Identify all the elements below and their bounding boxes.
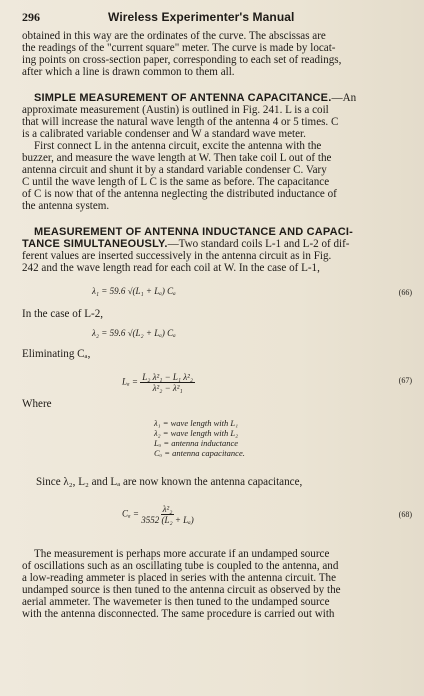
intro-paragraph (22, 30, 424, 78)
text-line: Where (22, 398, 52, 410)
definition-item: Cₐ = antenna capacitance. (154, 448, 245, 458)
page-body (22, 30, 424, 620)
equation-lhs: Cₐ = (122, 508, 139, 519)
equation-67 (22, 366, 424, 396)
text-line: of C is now that of the antenna neglecting the distributed inductance of (22, 188, 337, 200)
equation-l2 (22, 324, 424, 346)
text-line: Since λ₂, L₂ and Lₐ are now known the antenna capacitance, (36, 476, 303, 488)
definition-list (154, 418, 424, 458)
text-line: buzzer, and measure the wave length at W. Then take coil L out of the (22, 152, 332, 164)
text-line: antenna circuit and shunt it by a standard variable condenser C. Vary (22, 164, 327, 176)
fraction-numerator: λ²₂ (162, 504, 173, 514)
text-line: ferent values are inserted successively in the antenna circuit as in Fig. (22, 250, 332, 262)
text-line: undamped source is then tuned to the antenna circuit as observed by the (22, 584, 341, 596)
equation-68 (22, 500, 424, 530)
text-line: of oscillations such as an oscillating tube is coupled to the antenna, and (22, 560, 339, 572)
equation-text: λ₂ = 59.6 √(L₂ + Lₐ) Cₐ (92, 328, 176, 338)
heading-tail: —An (331, 92, 357, 104)
definition-item: Lₐ = antenna inductance (154, 438, 238, 448)
text-line: a low-reading ammeter is placed in series with the antenna circuit. The (22, 572, 336, 584)
text-line: 242 and the wave length read for each coil at W. In the case of L-1, (22, 262, 320, 274)
equation-number: (67) (398, 376, 412, 385)
text-line: Eliminating Cₐ, (22, 348, 91, 360)
section-heading: SIMPLE MEASUREMENT OF ANTENNA CAPACITANCE. (34, 92, 332, 104)
section-heading: MEASUREMENT OF ANTENNA INDUCTANCE AND CAPACI- (34, 226, 354, 238)
text-line: is a calibrated variable condenser and W a standard wave meter. (22, 128, 306, 140)
fraction-denominator: 3552 (L₂ + Lₐ) (141, 515, 194, 525)
section-heading-cont: TANCE SIMULTANEOUSLY. (22, 238, 168, 250)
text-line: In the case of L-2, (22, 308, 104, 320)
text-line: aerial ammeter. The wavemeter is then tuned to the undamped source (22, 596, 330, 608)
equation-lhs: Lₐ = (122, 376, 138, 387)
text-line: —Two standard coils L-1 and L-2 of dif- (167, 238, 350, 250)
equation-number: (68) (398, 510, 412, 519)
fraction-denominator: λ²₂ − λ²₁ (152, 383, 183, 393)
text-line: ing points on cross-section paper, corresponding to each set of readings, (22, 54, 342, 66)
definition-item: λ₂ = wave length with L₂ (154, 428, 239, 438)
text-line: the antenna system. (22, 200, 110, 212)
section-inductance-capacitance (22, 226, 424, 274)
equation-66 (22, 282, 424, 304)
text-line: obtained in this way are the ordinates of the curve. The abscissas are (22, 30, 326, 42)
equation-text: λ₁ = 59.6 √(L₁ + Lₐ) Cₐ (92, 286, 176, 296)
fraction-numerator: L₂ λ²₁ − L₁ λ²₂ (142, 372, 194, 382)
text-line: First connect L in the antenna circuit, excite the antenna with the (34, 140, 322, 152)
final-paragraph (22, 548, 424, 620)
text-line: after which a line is drawn common to them all. (22, 66, 235, 78)
definition-item: λ₁ = wave length with L₁ (154, 418, 239, 428)
text-line: C until the wave length of L C is the same as before. The capacitance (22, 176, 330, 188)
equation-number: (66) (398, 288, 412, 297)
text-line: The measurement is perhaps more accurate if an undamped source (34, 548, 330, 560)
text-line: with the antenna disconnected. The same procedure is carried out with (22, 608, 335, 620)
running-head: Wireless Experimenter's Manual (108, 10, 295, 24)
section-antenna-capacitance (22, 92, 424, 212)
text-line: that will increase the natural wave length of the antenna 4 or 5 times. C (22, 116, 339, 128)
page-number: 296 (22, 10, 40, 24)
text-line: approximate measurement (Austin) is outlined in Fig. 241. L is a coil (22, 104, 329, 116)
text-line: the readings of the "current square" meter. The curve is made by locat- (22, 42, 336, 54)
